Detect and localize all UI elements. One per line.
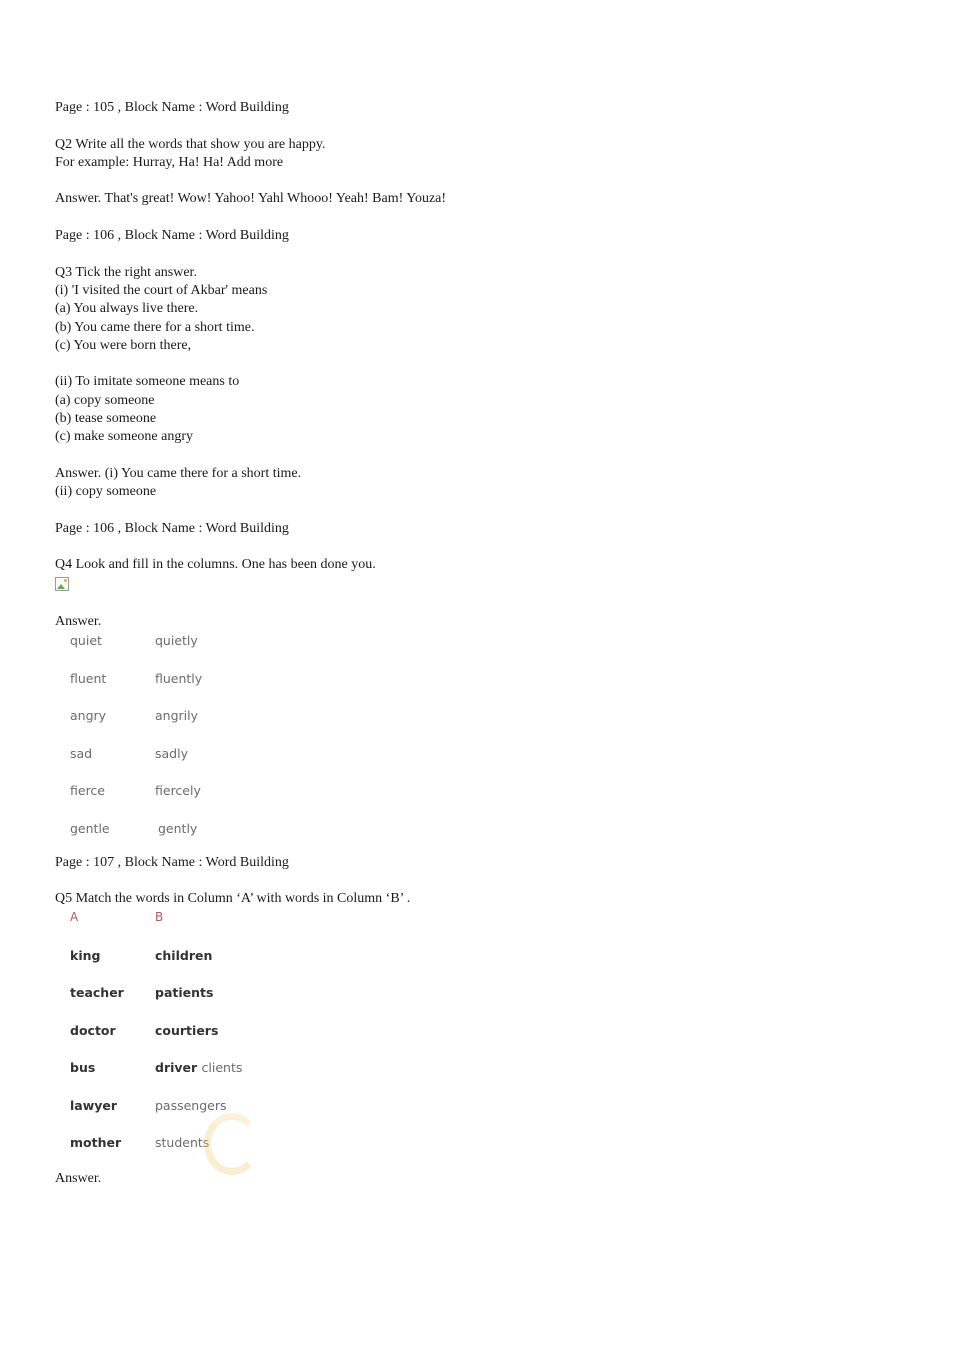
- table-cell: gently: [158, 820, 198, 836]
- table-cell: doctor: [70, 1022, 116, 1038]
- table-row: [70, 708, 915, 746]
- table-cell: [155, 1060, 242, 1075]
- table-cell: patients: [155, 985, 214, 1001]
- table-row: [70, 671, 915, 709]
- question-5-text: Q5 Match the words in Column ‘A’ with words in Column ‘B’ .: [55, 891, 411, 907]
- watermark-logo: [204, 1113, 260, 1175]
- broken-image-icon: [55, 577, 69, 591]
- question-3-option: (c) You were born there,: [55, 337, 192, 353]
- page-block-header: Page : 106 , Block Name : Word Building: [55, 520, 289, 536]
- column-b-header: B: [155, 910, 164, 925]
- table-row: [70, 1060, 915, 1098]
- table-cell: passengers: [155, 1097, 227, 1113]
- table-cell: fluently: [155, 670, 203, 686]
- question-4-answer-label: Answer.: [55, 613, 102, 629]
- table-cell: gentle: [70, 820, 110, 836]
- page-block-header: Page : 105 , Block Name : Word Building: [55, 100, 289, 115]
- question-2-answer: Answer. That's great! Wow! Yahoo! Yahl Whooo! Yeah! Bam! Youza!: [55, 191, 447, 207]
- question-3-part-ii: (ii) To imitate someone means to: [55, 374, 240, 390]
- table-cell: students: [155, 1135, 210, 1151]
- question-3-option: (c) make someone angry: [55, 429, 193, 445]
- question-2-example: For example: Hurray, Ha! Ha! Add more: [55, 154, 284, 170]
- table-cell: fierce: [70, 783, 105, 799]
- question-3-text: Q3 Tick the right answer.: [55, 264, 197, 280]
- table-row: [70, 821, 915, 854]
- question-3-part-i: (i) 'I visited the court of Akbar' means: [55, 282, 268, 298]
- table-cell: mother: [70, 1135, 122, 1151]
- table-row: [70, 633, 915, 671]
- match-columns-table: [70, 910, 915, 1170]
- page-block-header: Page : 106 , Block Name : Word Building: [55, 228, 289, 244]
- page-block-header: Page : 107 , Block Name : Word Building: [55, 854, 289, 870]
- table-cell: lawyer: [70, 1097, 118, 1113]
- column-a-header: A: [70, 910, 79, 925]
- table-row: [70, 783, 915, 821]
- question-4-text: Q4 Look and fill in the columns. One has been done you.: [55, 557, 376, 573]
- table-cell: sad: [70, 745, 93, 761]
- table-row: [70, 985, 915, 1023]
- table-row: [70, 746, 915, 784]
- cell-text-extra: clients: [201, 1060, 243, 1076]
- table-cell: quiet: [70, 633, 102, 649]
- question-3-option: (b) tease someone: [55, 411, 157, 427]
- question-3-answer: Answer. (i) You came there for a short time.: [55, 465, 302, 481]
- table-cell: fluent: [70, 670, 107, 686]
- table-row: [70, 1135, 915, 1170]
- table-row: [70, 1023, 915, 1061]
- answer-table-adverbs: [70, 633, 915, 854]
- question-3-answer: (ii) copy someone: [55, 484, 157, 500]
- question-5-answer-label: Answer.: [55, 1171, 102, 1187]
- table-cell: children: [155, 947, 213, 963]
- question-3-option: (a) copy someone: [55, 392, 155, 408]
- table-header-row: [70, 910, 915, 948]
- table-cell: teacher: [70, 985, 124, 1001]
- table-cell: king: [70, 947, 101, 963]
- table-row: [70, 1098, 915, 1136]
- table-cell: bus: [70, 1060, 96, 1076]
- question-2-text: Q2 Write all the words that show you are happy.: [55, 136, 326, 152]
- table-row: [70, 948, 915, 986]
- table-cell: angrily: [155, 708, 198, 724]
- question-3-option: (a) You always live there.: [55, 301, 199, 317]
- table-cell: fiercely: [155, 783, 201, 799]
- table-cell: courtiers: [155, 1022, 219, 1038]
- table-cell: quietly: [155, 633, 198, 649]
- document-body: [55, 99, 915, 1189]
- table-cell: angry: [70, 708, 107, 724]
- question-3-option: (b) You came there for a short time.: [55, 319, 255, 335]
- table-cell: sadly: [155, 745, 188, 761]
- cell-text: driver: [155, 1060, 198, 1076]
